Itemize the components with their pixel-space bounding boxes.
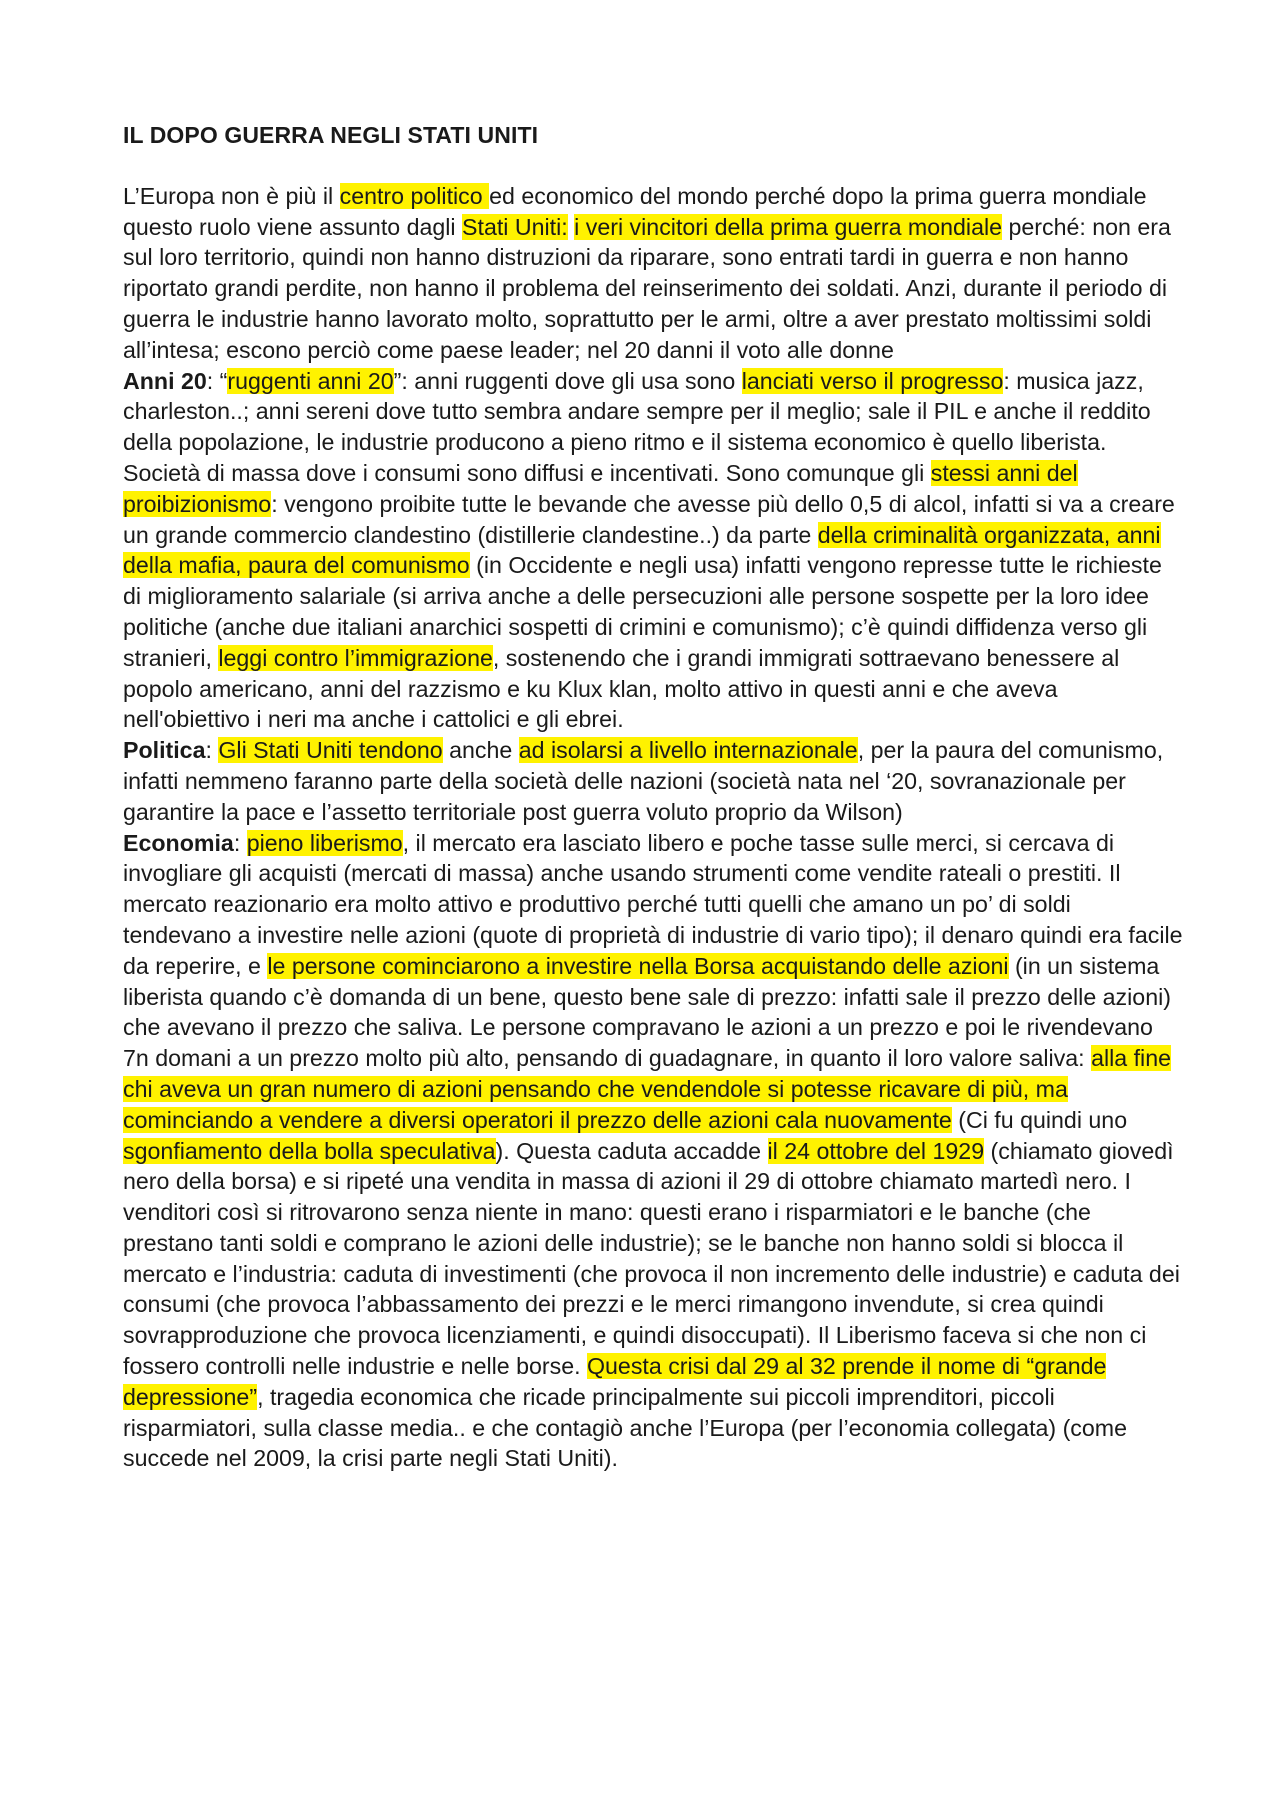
text-run: L’Europa non è più il <box>123 182 340 209</box>
text-run: : musica jazz, charleston..; anni sereni dove tutto sembra andare sempre per il meglio; sale il PIL e anche il reddito della popolazione, le industrie producono a pieno ritmo e il sistema economico è quello liberista. Società di massa dove i consumi sono diffusi e incentivati. Sono comunque gli <box>123 367 1151 486</box>
document-page <box>123 120 1183 1474</box>
text-run: , il mercato era lasciato libero e poche tasse sulle merci, si cercava di invogliare gli acquisti (mercati di massa) anche usando strumenti come vendite rateali o prestiti. Il mercato reazionario era molto attivo e produttivo perché tutti quelli che amano un po’ di soldi tendevano a investire nelle azioni (quote di proprietà di industrie di vario tipo); il denaro quindi era facile da reperire, e <box>123 829 1183 979</box>
highlighted-text: ruggenti anni 20 <box>227 367 394 394</box>
text-run: ed economico del mondo perché dopo la prima guerra mondiale questo ruolo viene assunto dagli <box>123 182 1147 240</box>
highlighted-text: i veri vincitori della prima guerra mondiale <box>574 213 1003 240</box>
document-body <box>123 181 1183 1474</box>
text-run: , sostenendo che i grandi immigrati sottraevano benessere al popolo americano, anni del razzismo e ku Klux klan, molto attivo in questi anni e che aveva nell'obiettivo i neri ma anche i cattolici e gli ebrei. <box>123 644 1120 733</box>
text-run: perché: non era sul loro territorio, quindi non hanno distruzioni da riparare, sono entrati tardi in guerra e non hanno riportato grandi perdite, non hanno il problema del reinserimento dei soldati. Anzi, durante il periodo di guerra le industrie hanno lavorato molto, soprattutto per le armi, oltre a aver prestato moltissimi soldi all’intesa; escono perciò come paese leader; nel 20 danni il voto alle donne <box>123 213 1171 363</box>
highlighted-text: alla fine chi aveva un gran numero di azioni pensando che vendendole si potesse ricavare di più, ma cominciando a vendere a diversi operatori il prezzo delle azioni cala nuovamente <box>123 1045 1172 1133</box>
text-run: ). Questa caduta accadde <box>495 1137 768 1164</box>
highlighted-text: ad isolarsi a livello internazionale <box>518 737 858 764</box>
highlighted-text: lanciati verso il progresso <box>741 367 1004 394</box>
paragraph-intro <box>123 181 1183 366</box>
document-title: IL DOPO GUERRA NEGLI STATI UNITI <box>123 122 539 148</box>
highlighted-text: Stati Uniti: <box>462 213 568 240</box>
highlighted-text: sgonfiamento della bolla speculativa <box>123 1137 496 1164</box>
highlighted-text: leggi contro l’immigrazione <box>218 644 493 671</box>
text-run: : “ <box>206 367 228 394</box>
section-label: Politica <box>123 737 206 764</box>
paragraph-politica <box>123 735 1183 827</box>
text-run: (chiamato giovedì nero della borsa) e si ripeté una vendita in massa di azioni il 29 di ottobre chiamato martedì nero. I venditori così si ritrovarono senza niente in mano: questi erano i risparmiatori e le banche (che prestano tanti soldi e comprano le azioni delle industrie); se le banche non hanno soldi si blocca il mercato e l’industria: caduta di investimenti (che provoca il non incremento delle industrie) e caduta dei consumi (che provoca l’abbassamento dei prezzi e le merci rimangono invendute, si crea quindi sovrapproduzione che provoca licenziamenti, e quindi disoccupati). Il Liberismo faceva si che non ci fossero controlli nelle industrie e nelle borse. <box>123 1137 1180 1380</box>
highlighted-text: centro politico <box>339 182 490 209</box>
text-run: : <box>233 829 247 856</box>
highlighted-text: pieno liberismo <box>246 829 403 856</box>
paragraph-economia <box>123 828 1183 1475</box>
section-label: Anni 20 <box>123 367 207 394</box>
highlighted-text: Gli Stati Uniti tendono <box>218 737 443 764</box>
highlighted-text: stessi anni del proibizionismo <box>123 459 1078 517</box>
section-label: Economia <box>123 829 234 856</box>
text-run: (in un sistema liberista quando c’è domanda di un bene, questo bene sale di prezzo: infatti sale il prezzo delle azioni) che avevano il prezzo che saliva. Le persone compravano le azioni a un prezzo e poi le rivendevano 7n domani a un prezzo molto più alto, pensando di guadagnare, in quanto il loro valore saliva: <box>123 952 1171 1072</box>
highlighted-text: della criminalità organizzata, anni della mafia, paura del comunismo <box>123 521 1161 579</box>
text-run: anche <box>442 737 519 764</box>
highlighted-text: il 24 ottobre del 1929 <box>767 1137 985 1164</box>
highlighted-text: le persone cominciarono a investire nella Borsa acquistando delle azioni <box>267 952 1009 979</box>
text-run: : <box>205 737 219 764</box>
highlighted-text: Questa crisi dal 29 al 32 prende il nome di “grande depressione” <box>123 1353 1107 1410</box>
text-run: : vengono proibite tutte le bevande che avesse più dello 0,5 di alcol, infatti si va a creare un grande commercio clandestino (distillerie clandestine..) da parte <box>123 490 1175 548</box>
text-run: (in Occidente e negli usa) infatti vengono represse tutte le richieste di miglioramento salariale (si arriva anche a delle persecuzioni alle persone sospette per la loro idee politiche (anche due italiani anarchici sospetti di crimini e comunismo); c’è quindi diffidenza verso gli stranieri, <box>123 552 1162 671</box>
paragraph-anni-20 <box>123 366 1183 736</box>
text-run: ”: anni ruggenti dove gli usa sono <box>393 367 742 394</box>
text-run: (Ci fu quindi uno <box>951 1106 1128 1133</box>
text-run: , tragedia economica che ricade principalmente sui piccoli imprenditori, piccoli risparmiatori, sulla classe media.. e che contagiò anche l’Europa (per l’economia collegata) (come succede nel 2009, la crisi parte negli Stati Uniti). <box>123 1383 1127 1472</box>
text-run: , per la paura del comunismo, infatti nemmeno faranno parte della società delle nazioni (società nata nel ‘20, sovranazionale per garantire la pace e l’assetto territoriale post guerra voluto proprio da Wilson) <box>123 737 1164 825</box>
